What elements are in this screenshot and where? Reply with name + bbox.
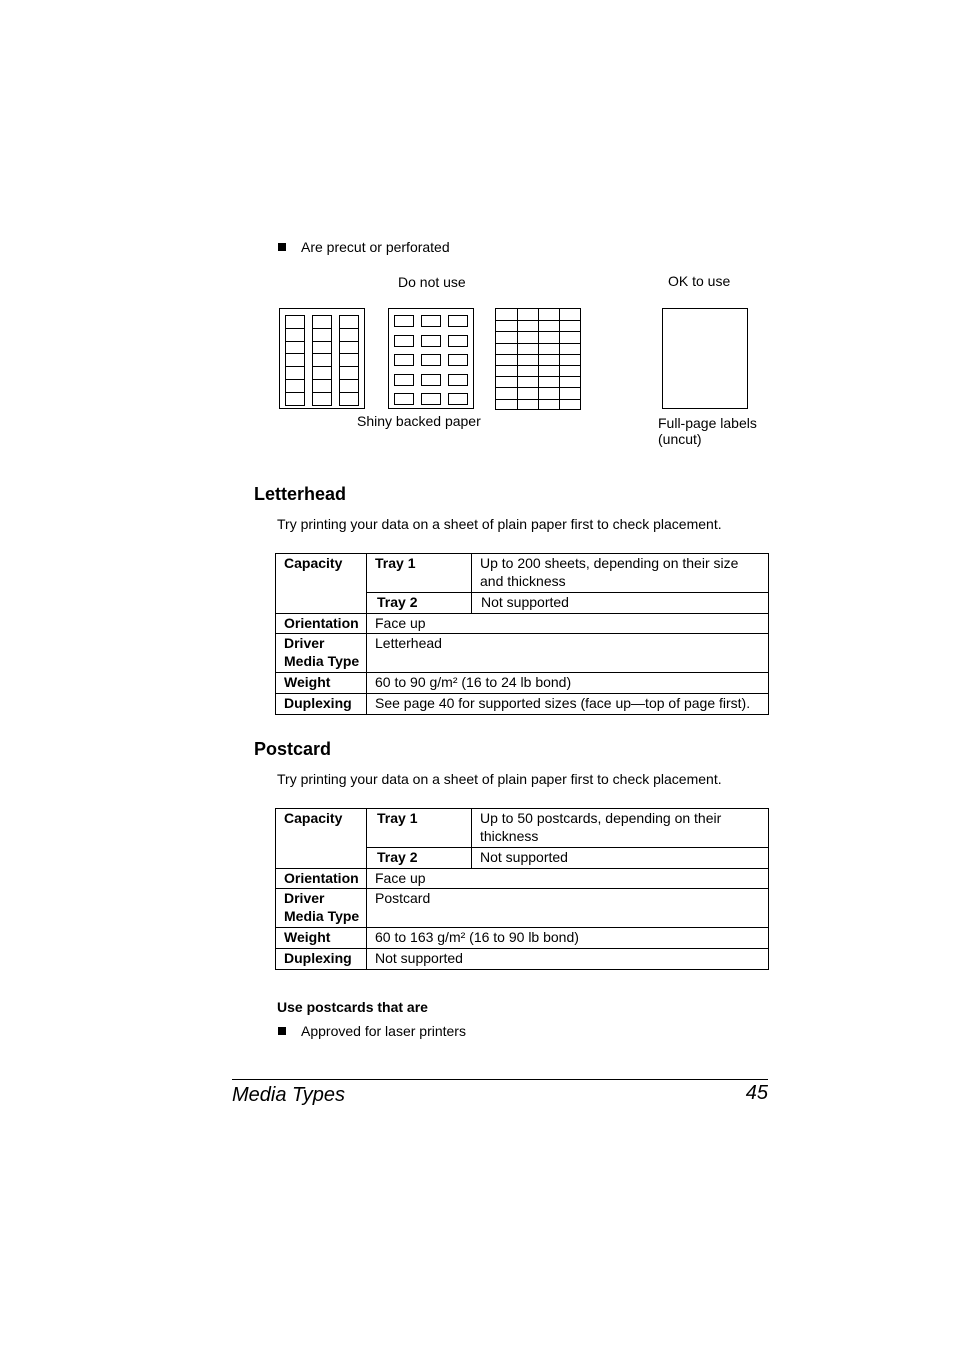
driver-media-type-label xyxy=(276,634,367,673)
label-cell xyxy=(285,366,305,380)
grid-line xyxy=(496,320,580,321)
label-cell xyxy=(285,392,305,406)
capacity-label: Capacity xyxy=(276,809,367,869)
weight-value: 60 to 163 g/m² (16 to 90 lb bond) xyxy=(367,928,769,949)
label-cell xyxy=(339,379,359,393)
label-cell xyxy=(312,392,332,406)
label-cell xyxy=(339,353,359,367)
label-cell xyxy=(312,341,332,355)
label-sheet-fullpage xyxy=(662,308,748,409)
postcard-spec-table xyxy=(275,808,769,970)
label-cell xyxy=(448,354,468,366)
label-cell xyxy=(394,393,414,405)
orientation-value: Face up xyxy=(367,614,769,634)
label-cell xyxy=(312,366,332,380)
weight-label: Weight xyxy=(276,673,367,694)
table-row xyxy=(276,694,769,715)
grid-line xyxy=(538,309,539,409)
driver-label-line1: Driver xyxy=(284,890,325,906)
driver-media-type-label xyxy=(276,889,367,928)
label-cell xyxy=(421,354,441,366)
weight-label: Weight xyxy=(276,928,367,949)
bullet-text: Are precut or perforated xyxy=(301,239,450,255)
grid-line xyxy=(496,365,580,366)
label-cell xyxy=(448,315,468,327)
grid-line xyxy=(559,309,560,409)
grid-line xyxy=(496,376,580,377)
label-cell xyxy=(285,379,305,393)
label-cell xyxy=(285,328,305,342)
duplexing-label: Duplexing xyxy=(276,694,367,715)
tray2-value: Not supported xyxy=(472,593,769,614)
tray2-label: Tray 2 xyxy=(367,848,472,869)
label-cell xyxy=(312,328,332,342)
table-row xyxy=(276,634,769,673)
orientation-label: Orientation xyxy=(276,614,367,634)
duplexing-value: See page 40 for supported sizes (face up—top of page first). xyxy=(367,694,769,715)
grid-line xyxy=(496,387,580,388)
orientation-label: Orientation xyxy=(276,869,367,889)
bullet-square-icon xyxy=(278,243,286,251)
driver-label-line2: Media Type xyxy=(284,653,360,669)
tray1-value: Up to 50 postcards, depending on their thickness xyxy=(472,809,769,848)
postcard-heading: Postcard xyxy=(254,739,332,759)
label-cell xyxy=(421,315,441,327)
table-row xyxy=(276,949,769,970)
label-cell xyxy=(285,315,305,329)
label-cell xyxy=(339,366,359,380)
duplexing-label: Duplexing xyxy=(276,949,367,970)
capacity-label: Capacity xyxy=(276,554,367,614)
label-cell xyxy=(421,374,441,386)
grid-line xyxy=(496,331,580,332)
table-row xyxy=(276,554,769,593)
label-cell xyxy=(285,341,305,355)
duplexing-value: Not supported xyxy=(367,949,769,970)
table-row xyxy=(276,673,769,694)
tray2-label: Tray 2 xyxy=(367,593,472,614)
label-cell xyxy=(312,315,332,329)
bullet-square-icon xyxy=(278,1027,286,1035)
footer-rule xyxy=(232,1079,768,1080)
driver-value: Postcard xyxy=(367,889,769,928)
label-cell xyxy=(339,315,359,329)
driver-value: Letterhead xyxy=(367,634,769,673)
table-row xyxy=(276,928,769,949)
label-cell xyxy=(394,354,414,366)
fullpage-caption-line1: Full-page labels xyxy=(658,415,757,431)
fullpage-caption-line2: (uncut) xyxy=(658,431,702,447)
orientation-value: Face up xyxy=(367,869,769,889)
table-row xyxy=(276,869,769,889)
letterhead-intro: Try printing your data on a sheet of plain paper first to check placement. xyxy=(277,516,722,532)
label-cell xyxy=(394,335,414,347)
label-cell xyxy=(312,379,332,393)
postcard-intro: Try printing your data on a sheet of plain paper first to check placement. xyxy=(277,771,722,787)
tray2-value: Not supported xyxy=(472,848,769,869)
label-sheet-grid xyxy=(495,308,581,410)
label-cell xyxy=(421,335,441,347)
table-row xyxy=(276,809,769,848)
use-postcards-heading: Use postcards that are xyxy=(277,999,428,1015)
label-cell xyxy=(312,353,332,367)
label-cell xyxy=(448,393,468,405)
tray1-label: Tray 1 xyxy=(367,554,472,593)
label-sheet-rectangles xyxy=(388,308,474,409)
page-number: 45 xyxy=(745,1082,768,1104)
label-cell xyxy=(448,335,468,347)
label-cell xyxy=(285,353,305,367)
table-row xyxy=(276,889,769,928)
table-row xyxy=(276,614,769,634)
driver-label-line2: Media Type xyxy=(284,908,360,924)
label-cell xyxy=(421,393,441,405)
do-not-use-label: Do not use xyxy=(398,274,466,290)
letterhead-spec-table xyxy=(275,553,769,715)
footer-title: Media Types xyxy=(232,1084,346,1106)
bullet-item xyxy=(278,238,450,256)
grid-line xyxy=(496,399,580,400)
label-sheet-columns xyxy=(279,308,365,409)
label-cell xyxy=(394,374,414,386)
label-cell xyxy=(339,341,359,355)
bullet-text: Approved for laser printers xyxy=(301,1023,466,1039)
label-cell xyxy=(339,392,359,406)
driver-label-line1: Driver xyxy=(284,635,325,651)
label-cell xyxy=(448,374,468,386)
letterhead-heading: Letterhead xyxy=(254,484,347,504)
label-cell xyxy=(339,328,359,342)
shiny-caption: Shiny backed paper xyxy=(357,413,481,429)
label-cell xyxy=(394,315,414,327)
tray1-value: Up to 200 sheets, depending on their size and thickness xyxy=(472,554,769,593)
ok-to-use-label: OK to use xyxy=(668,273,731,289)
grid-line xyxy=(496,354,580,355)
bullet-item xyxy=(278,1022,466,1040)
grid-line xyxy=(517,309,518,409)
tray1-label: Tray 1 xyxy=(367,809,472,848)
weight-value: 60 to 90 g/m² (16 to 24 lb bond) xyxy=(367,673,769,694)
grid-line xyxy=(496,343,580,344)
